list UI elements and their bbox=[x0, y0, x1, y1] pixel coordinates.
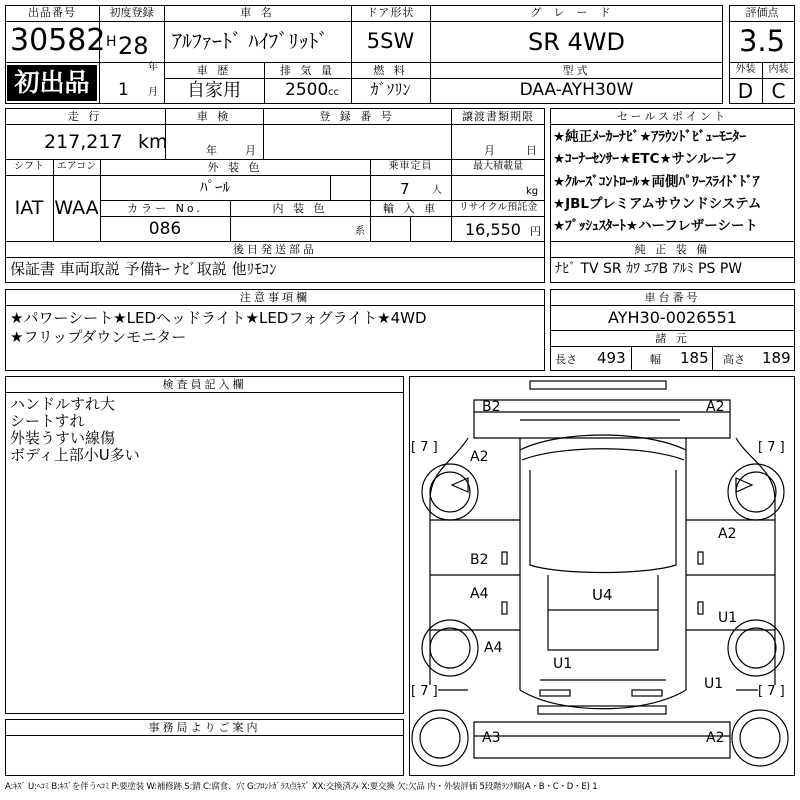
reg-label: 初度登録 bbox=[109, 6, 154, 19]
width-value: 185 bbox=[680, 349, 709, 367]
inspector-line-2: シートすれ bbox=[10, 412, 85, 430]
recycle-label: リサイクル預託金 bbox=[458, 202, 538, 213]
transfer-month: 月 bbox=[484, 144, 495, 157]
score-label: 評価点 bbox=[745, 6, 779, 19]
first-listing-badge: 初出品 bbox=[7, 65, 97, 101]
maxload-label: 最大積載量 bbox=[473, 161, 523, 172]
transfer-day: 日 bbox=[526, 144, 537, 157]
length-value: 493 bbox=[597, 349, 626, 367]
vehicle-diagram bbox=[409, 376, 795, 776]
damage-mark-u1-rear-hatch: U1 bbox=[553, 656, 573, 672]
sales-point-3: ★ｸﾙｰｽﾞｺﾝﾄﾛｰﾙ★両側ﾊﾟﾜｰｽﾗｲﾄﾞﾄﾞｱ bbox=[553, 174, 760, 190]
int-value: C bbox=[771, 79, 786, 103]
damage-mark-a2-top: A2 bbox=[706, 399, 725, 415]
damage-mark-a2-right-door: A2 bbox=[718, 526, 737, 542]
score-value: 3.5 bbox=[738, 24, 786, 58]
color-value: ﾊﾟｰﾙ bbox=[200, 178, 231, 196]
type-label: 型式 bbox=[562, 64, 591, 77]
office-label: 事務局よりご案内 bbox=[148, 721, 261, 734]
chassis-value: AYH30-0026551 bbox=[608, 308, 737, 327]
ac-value: WAA bbox=[54, 197, 99, 219]
displacement-label: 排 気 量 bbox=[280, 64, 335, 77]
type-value: DAA-AYH30W bbox=[519, 80, 634, 100]
damage-mark-a4-left-quarter: A4 bbox=[484, 640, 503, 656]
model-name: ｱﾙﾌｧｰﾄﾞ ﾊｲﾌﾞﾘｯﾄﾞ bbox=[172, 29, 329, 53]
recycle-unit: 円 bbox=[530, 225, 541, 238]
regno-label: 登 録 番 号 bbox=[319, 110, 395, 123]
month-unit: 月 bbox=[148, 87, 158, 98]
damage-mark-u1-right-rear-door: U1 bbox=[718, 610, 738, 626]
damage-mark-a2-rear: A2 bbox=[706, 730, 725, 746]
tire-mark-rear-left: [ 7 ] bbox=[411, 684, 438, 699]
damage-mark-u4-roof: U4 bbox=[592, 586, 613, 604]
width-label: 幅 bbox=[650, 353, 661, 366]
lot-label: 出品番号 bbox=[28, 6, 76, 19]
grade-label: グレード bbox=[530, 6, 623, 19]
history-value: 自家用 bbox=[187, 80, 241, 101]
interior-label: 内 装 色 bbox=[272, 202, 328, 215]
tire-mark-rear-right: [ 7 ] bbox=[758, 684, 785, 699]
damage-mark-a4-left-rear-door: A4 bbox=[470, 586, 489, 602]
ac-label: エアコン bbox=[56, 161, 97, 172]
shift-label: シフト bbox=[14, 161, 44, 172]
recycle-value: 16,550 bbox=[465, 220, 521, 239]
inspection-year: 年 bbox=[206, 144, 217, 157]
capacity-unit: 人 bbox=[432, 185, 442, 196]
damage-mark-a3-rear: A3 bbox=[482, 730, 501, 746]
inspector-line-3: 外装うすい線傷 bbox=[10, 429, 116, 447]
door-label: ドア形状 bbox=[366, 6, 415, 19]
later-parts-value: 保証書 車両取説 予備ｷｰ ﾅﾋﾞ取説 他ﾘﾓｺﾝ bbox=[10, 260, 277, 278]
tire-mark-front-left: [ 7 ] bbox=[411, 440, 438, 455]
dims-label: 諸 元 bbox=[655, 332, 690, 345]
chassis-label: 車台番号 bbox=[644, 291, 701, 304]
length-label: 長さ bbox=[555, 353, 577, 366]
sales-label: セールスポイント bbox=[616, 110, 728, 123]
sales-point-5: ★ﾌﾟｯｼｭｽﾀｰﾄ★ハーフレザーシート bbox=[553, 218, 758, 234]
inspection-month: 月 bbox=[245, 144, 256, 157]
displacement-unit: cc bbox=[328, 87, 339, 98]
later-parts-label: 後日発送部品 bbox=[233, 243, 317, 256]
grade-value: SR 4WD bbox=[527, 28, 626, 56]
damage-mark-b2-left-door: B2 bbox=[470, 552, 489, 568]
capacity-label: 乗車定員 bbox=[388, 161, 433, 172]
equip-label: 純 正 装 備 bbox=[634, 243, 711, 256]
mileage-unit: km bbox=[138, 131, 168, 153]
inspector-line-1: ハンドルすれ大 bbox=[10, 395, 116, 413]
shift-value: IAT bbox=[14, 197, 44, 219]
inspector-line-4: ボディ上部小U多い bbox=[10, 446, 140, 464]
year-unit: 年 bbox=[148, 62, 158, 73]
era: H bbox=[106, 34, 117, 50]
equip-value: ﾅﾋﾞ TV SR ｶﾜ ｴｱB ｱﾙﾐ PS PW bbox=[555, 261, 743, 277]
capacity-value: 7 bbox=[400, 180, 410, 198]
ext-label: 外装 bbox=[735, 64, 756, 75]
reg-year: 28 bbox=[118, 32, 149, 60]
ext-value: D bbox=[737, 79, 754, 103]
model-label: 車 名 bbox=[240, 6, 275, 19]
colorno-label: カラー No. bbox=[127, 202, 203, 215]
tire-mark-front-right: [ 7 ] bbox=[758, 440, 785, 455]
mileage-label: 走 行 bbox=[67, 110, 103, 123]
height-value: 189 bbox=[762, 349, 791, 367]
sales-point-1: ★純正ﾒｰｶｰﾅﾋﾞ★ｱﾗｳﾝﾄﾞﾋﾞｭｰﾓﾆﾀｰ bbox=[553, 129, 746, 145]
interior-unit: 系 bbox=[355, 226, 365, 237]
caution-label: 注意事項欄 bbox=[240, 291, 310, 304]
damage-mark-a2-front-left: A2 bbox=[470, 449, 489, 465]
maxload-unit: kg bbox=[526, 186, 539, 197]
mileage-value: 217,217 bbox=[44, 131, 123, 153]
sales-point-4: ★JBLプレミアムサウンドシステム bbox=[553, 196, 762, 212]
displacement-value: 2500 bbox=[285, 80, 329, 100]
reg-month: 1 bbox=[118, 80, 129, 100]
color-label: 外 装 色 bbox=[207, 161, 263, 174]
int-label: 内装 bbox=[768, 64, 789, 75]
height-label: 高さ bbox=[723, 353, 745, 366]
transfer-label: 譲渡書類期限 bbox=[462, 110, 534, 123]
fuel-label: 燃 料 bbox=[373, 64, 408, 77]
footer-legend: A:ｷｽﾞ U:ﾍｺﾐ B:ｷｽﾞを伴うﾍｺﾐ P:要塗装 W:補修跡 S:錆 C:腐食、穴 G:ﾌﾛﾝﾄｶﾞﾗｽ点ｷｽﾞ XX:交換済み X:要交換 欠:欠品 内・外装評価 5段階ﾗﾝｸ順(A・B・C・D・E) 1 bbox=[5, 782, 598, 792]
sales-point-2: ★ｺｰﾅｰｾﾝｻｰ★ETC★サンルーフ bbox=[553, 151, 738, 167]
inspector-label: 検査員記入欄 bbox=[162, 378, 247, 391]
caution-line-1: ★パワーシート★LEDヘッドライト★LEDフォグライト★4WD bbox=[10, 309, 427, 327]
inspection-label: 車 検 bbox=[196, 110, 232, 123]
colorno-value: 086 bbox=[148, 219, 182, 239]
lot-number: 30582 bbox=[10, 23, 106, 58]
caution-line-2: ★フリップダウンモニター bbox=[10, 328, 187, 346]
damage-mark-b2-top: B2 bbox=[482, 399, 501, 415]
damage-mark-u1-right-quarter: U1 bbox=[704, 676, 724, 692]
import-label: 輸 入 車 bbox=[383, 202, 438, 215]
history-label: 車 歴 bbox=[196, 64, 232, 77]
fuel-value: ｶﾞｿﾘﾝ bbox=[370, 80, 411, 99]
door-value: 5SW bbox=[366, 29, 415, 53]
